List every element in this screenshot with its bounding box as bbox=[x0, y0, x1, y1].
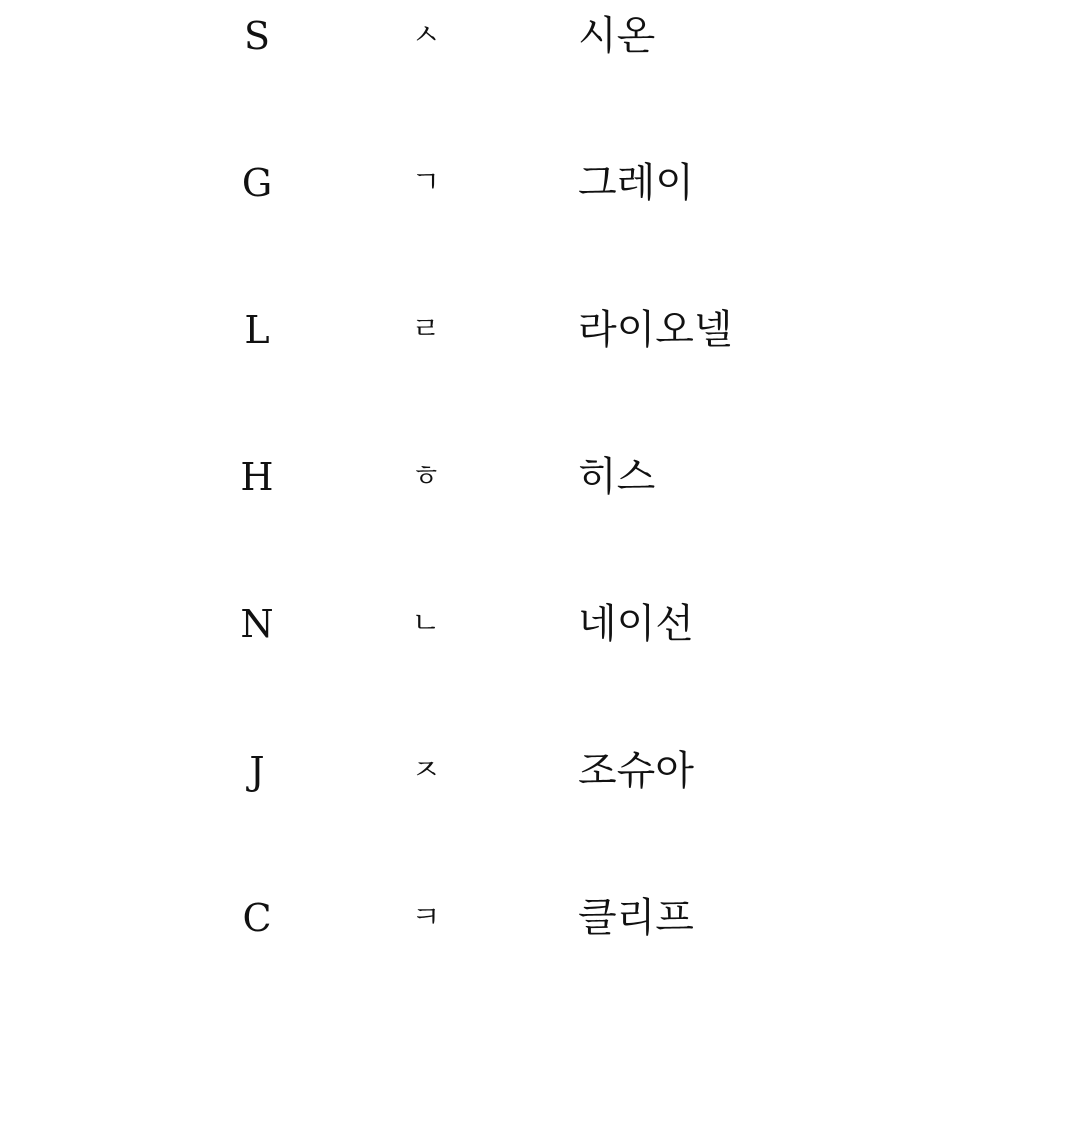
hangul-jamo: ㄹ bbox=[411, 312, 441, 347]
hangul-jamo: ㅎ bbox=[411, 459, 441, 494]
latin-letter: S bbox=[243, 14, 271, 58]
table-row bbox=[0, 882, 1083, 962]
korean-name: 그레이 bbox=[578, 160, 694, 206]
table-row bbox=[0, 294, 1083, 374]
korean-name: 시온 bbox=[578, 13, 656, 59]
korean-name: 히스 bbox=[578, 454, 656, 500]
korean-name: 조슈아 bbox=[578, 748, 694, 794]
table-row bbox=[0, 147, 1083, 227]
latin-letter: G bbox=[241, 161, 273, 205]
latin-letter: C bbox=[242, 896, 272, 940]
table-row bbox=[0, 588, 1083, 668]
hangul-jamo: ㄱ bbox=[411, 165, 441, 200]
table-row bbox=[0, 0, 1083, 80]
latin-letter: H bbox=[240, 455, 274, 499]
korean-name: 네이선 bbox=[578, 601, 694, 647]
korean-name: 라이오넬 bbox=[578, 307, 733, 353]
hangul-jamo: ㅋ bbox=[411, 900, 441, 935]
latin-letter: J bbox=[249, 749, 265, 793]
latin-letter: N bbox=[240, 602, 274, 646]
hangul-jamo: ㄴ bbox=[411, 606, 441, 641]
korean-name: 클리프 bbox=[578, 895, 694, 941]
hangul-jamo: ㅅ bbox=[411, 18, 441, 53]
hangul-jamo: ㅈ bbox=[411, 753, 441, 788]
latin-letter: L bbox=[244, 308, 270, 352]
table-row bbox=[0, 441, 1083, 521]
table-row bbox=[0, 735, 1083, 815]
